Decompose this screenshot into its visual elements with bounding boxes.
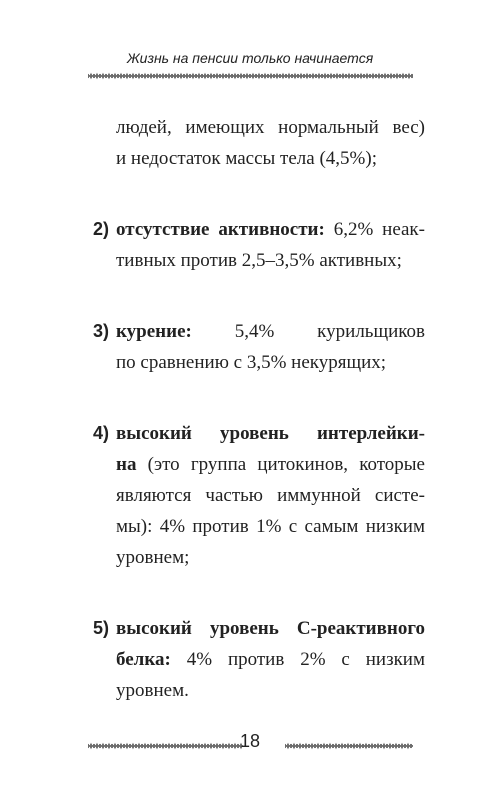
text-line	[116, 613, 425, 644]
list-item-term: высокий уровень С-реактивного	[116, 618, 425, 639]
list-item-number: 4)	[93, 423, 110, 443]
text-line	[116, 449, 425, 480]
text-line	[116, 316, 425, 347]
text-fragment: 6,2% неак-	[324, 219, 425, 240]
header-ornament-rule	[88, 71, 413, 81]
continuation-paragraph	[93, 112, 425, 174]
text-line: по сравнению с 3,5% некурящих;	[116, 352, 387, 373]
page-number: 18	[239, 731, 261, 751]
text-fragment: (это группа цитокинов, которые	[136, 454, 425, 475]
list-item	[93, 316, 425, 378]
text-line: и недостаток массы тела (4,5%);	[116, 148, 377, 169]
list-item-term: белка:	[116, 649, 171, 670]
text-line	[116, 644, 425, 675]
text-line: мы): 4% против 1% с самым низким	[116, 516, 425, 537]
list-item	[93, 214, 425, 276]
text-fragment: 4% против 2% с низким	[170, 649, 425, 670]
footer-ornament-rule-right	[285, 741, 413, 751]
text-line: являются частью иммунной систе-	[116, 485, 425, 506]
list-item-number: 3)	[93, 321, 110, 341]
text-line	[116, 214, 425, 245]
list-item-term: отсутствие активности:	[116, 219, 325, 240]
list-item-number: 2)	[93, 219, 110, 239]
text-line: людей, имеющих нормальный вес)	[116, 117, 425, 138]
list-item-term: на	[116, 454, 137, 475]
list-item	[93, 418, 425, 573]
text-line	[116, 418, 425, 449]
text-fragment: 5,4% курильщиков	[191, 321, 425, 342]
text-line: уровнем.	[116, 680, 189, 701]
list-item	[93, 613, 425, 706]
list-item-number: 5)	[93, 618, 110, 638]
list-item-term: высокий уровень интерлейки-	[116, 423, 425, 444]
text-line: тивных против 2,5–3,5% активных;	[116, 250, 402, 271]
running-title: Жизнь на пенсии только начинается	[126, 50, 374, 66]
list-item-term: курение:	[116, 321, 192, 342]
body-text	[93, 112, 425, 706]
text-line: уровнем;	[116, 547, 190, 568]
